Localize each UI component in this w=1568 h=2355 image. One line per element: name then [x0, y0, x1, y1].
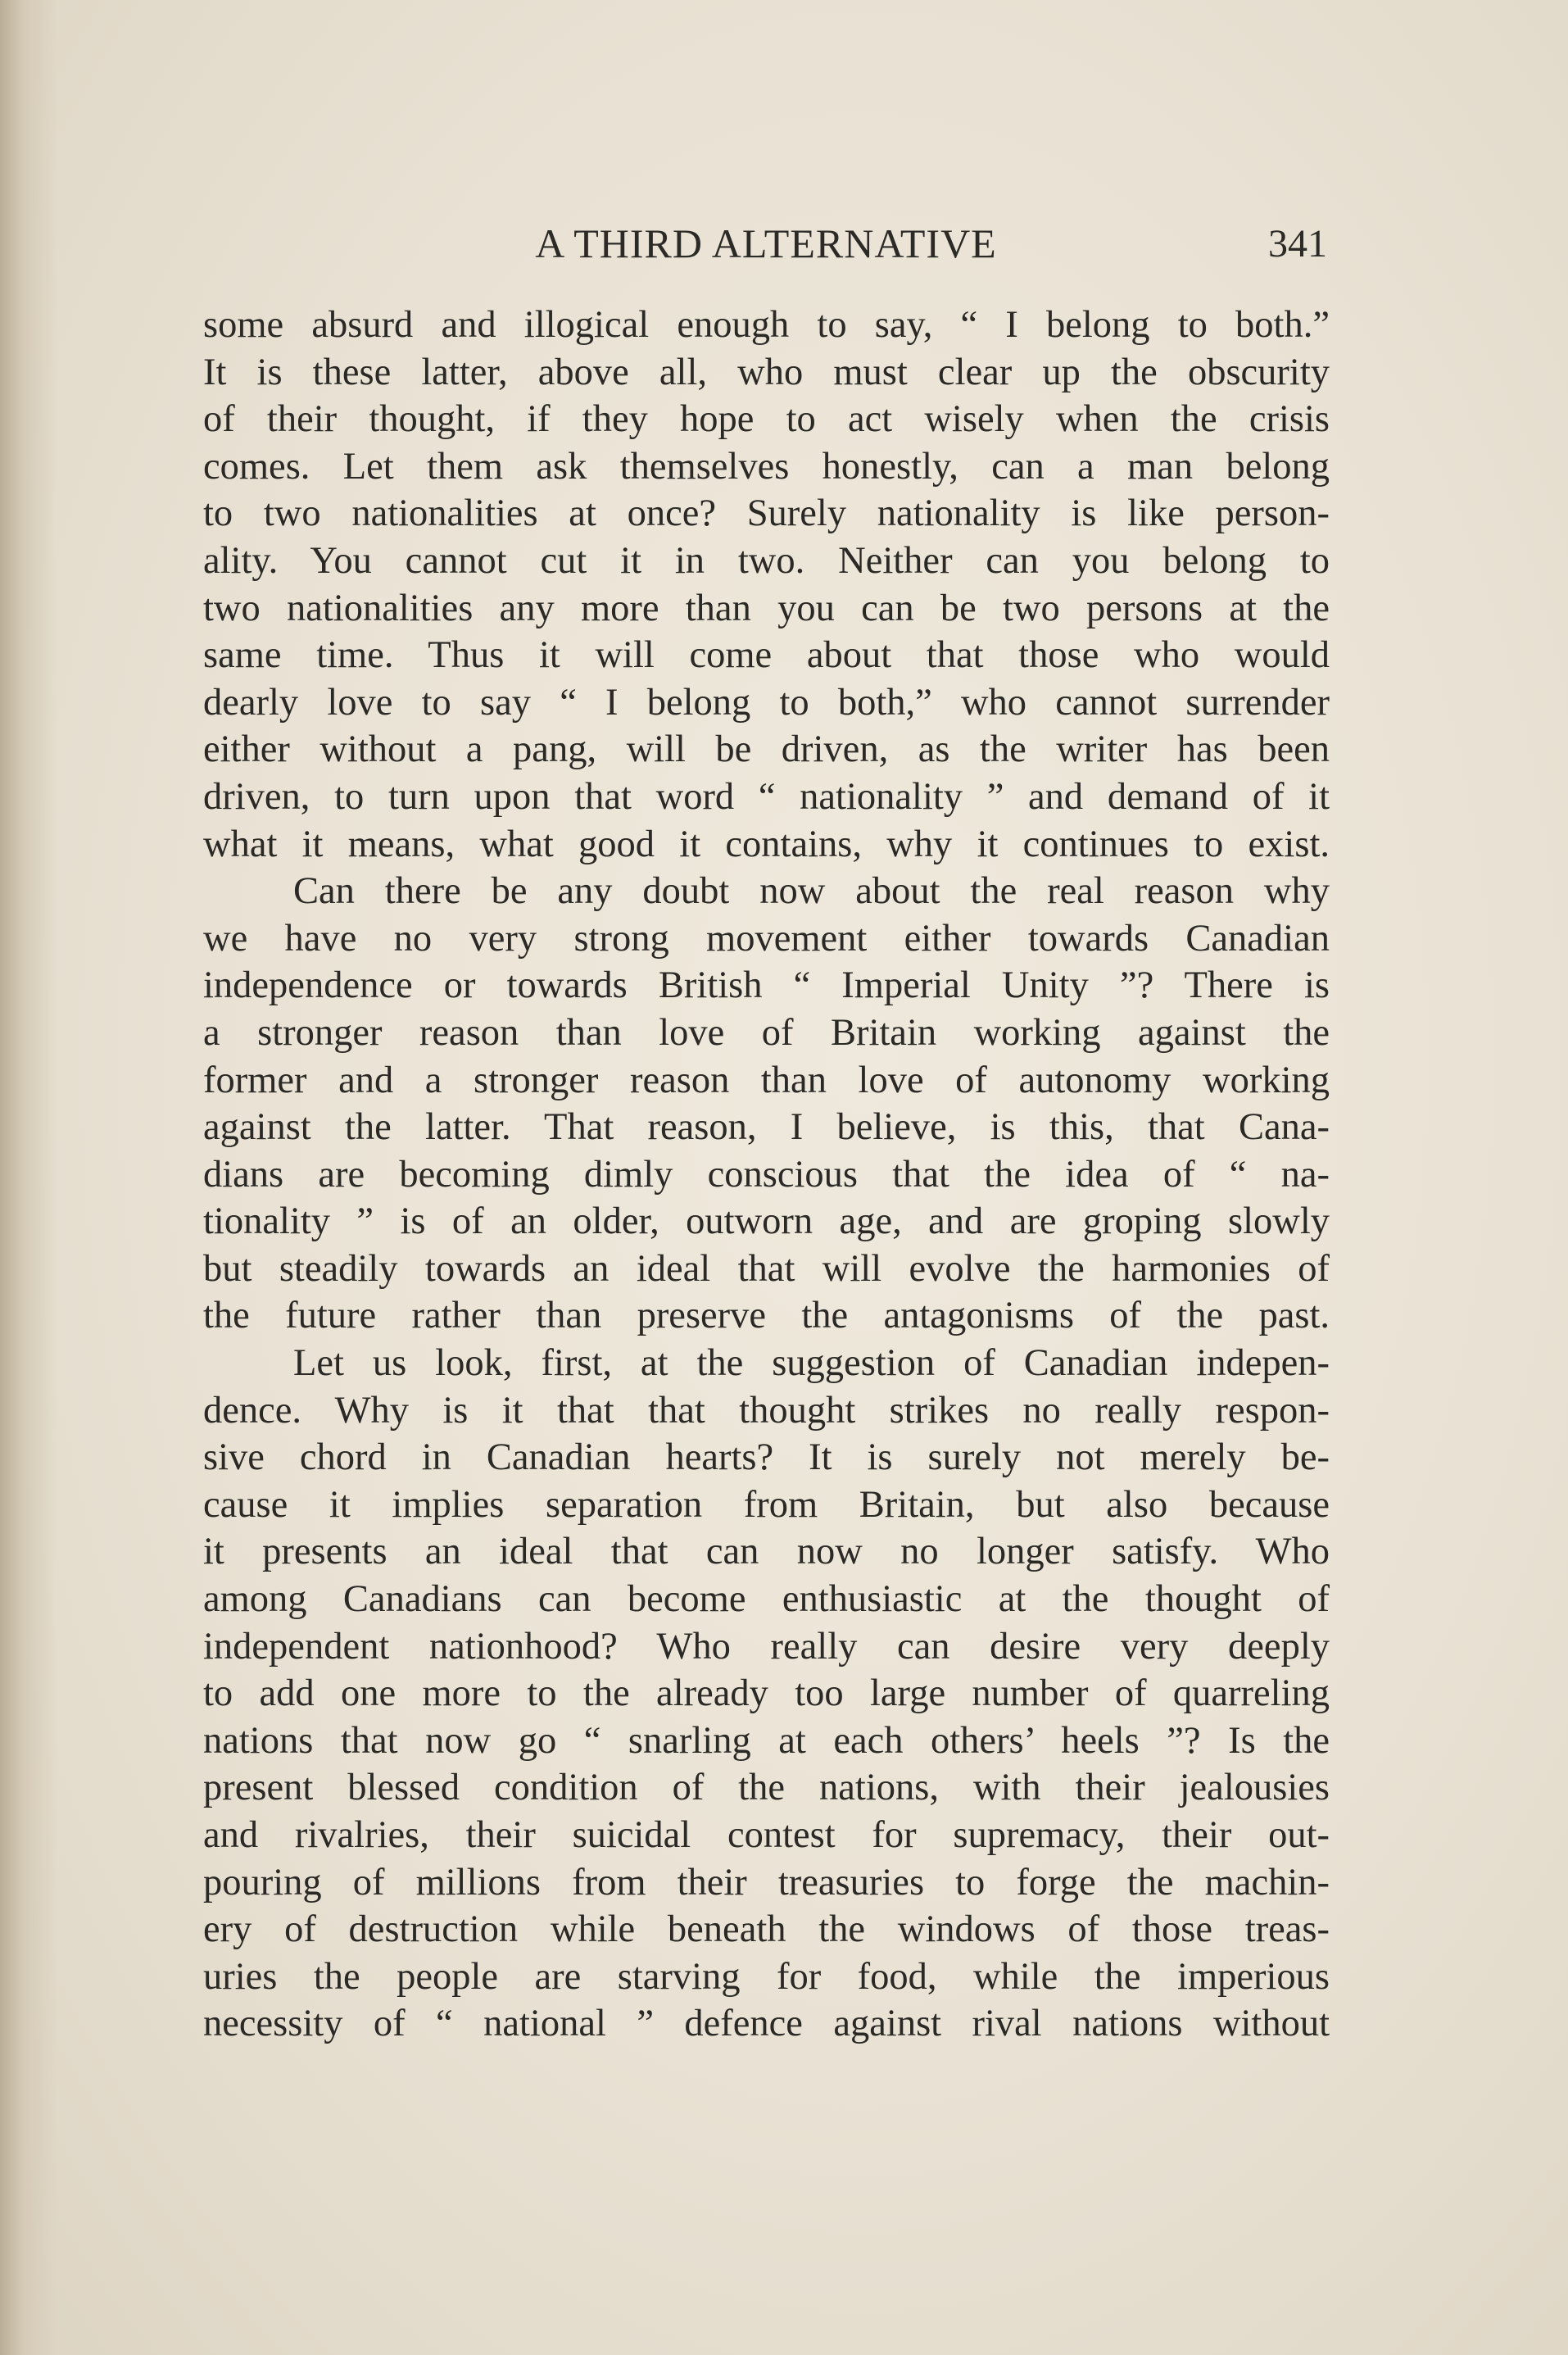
- text-line: sive chord in Canadian hearts? It is surely not merely be-: [203, 1436, 1330, 1479]
- text-line: it presents an ideal that can now no longer satisfy. Who: [203, 1531, 1330, 1573]
- text-line: and rivalries, their suicidal contest for supremacy, their out-: [203, 1814, 1330, 1856]
- text-line: uries the people are starving for food, while the imperious: [203, 1955, 1330, 1998]
- text-line: among Canadians can become enthusiastic at the thought of: [203, 1578, 1330, 1621]
- text-line: to add one more to the already too large number of quarreling: [203, 1672, 1330, 1715]
- text-line: cause it implies separation from Britain, but also because: [203, 1483, 1330, 1526]
- text-line: dians are becoming dimly conscious that the idea of “ na-: [203, 1153, 1330, 1196]
- text-line: we have no very strong movement either towards Canadian: [203, 917, 1330, 960]
- text-line: Can there be any doubt now about the real reason why: [293, 870, 1330, 913]
- paragraph-1: [203, 302, 1330, 868]
- text-line: against the latter. That reason, I believe, is this, that Cana-: [203, 1106, 1330, 1149]
- text-line: dearly love to say “ I belong to both,” who cannot surrender: [203, 681, 1330, 724]
- text-line: necessity of “ national ” defence against rival nations without: [203, 2003, 1330, 2045]
- text-line: It is these latter, above all, who must clear up the obscurity: [203, 351, 1330, 393]
- text-line: former and a stronger reason than love of autonomy working: [203, 1059, 1330, 1101]
- text-line: present blessed condition of the nations, with their jealousies: [203, 1767, 1330, 1809]
- text-line: two nationalities any more than you can be two persons at the: [203, 587, 1330, 629]
- text-line: the future rather than preserve the antagonisms of the past.: [203, 1295, 1330, 1337]
- page-header: [205, 220, 1327, 277]
- spine-shadow: [0, 0, 57, 2355]
- text-line: a stronger reason than love of Britain working against the: [203, 1011, 1330, 1054]
- running-title: A THIRD ALTERNATIVE: [535, 220, 997, 266]
- text-line: driven, to turn upon that word “ nationality ” and demand of it: [203, 775, 1330, 818]
- text-line: what it means, what good it contains, why it continues to exist.: [203, 823, 1330, 865]
- text-line: to two nationalities at once? Surely nationality is like person-: [203, 492, 1330, 535]
- text-line: some absurd and illogical enough to say, “ I belong to both.”: [203, 304, 1330, 346]
- text-line: independent nationhood? Who really can desire very deeply: [203, 1625, 1330, 1668]
- text-line: dence. Why is it that that thought strikes no really respon-: [203, 1389, 1330, 1432]
- text-line: pouring of millions from their treasuries to forge the machin-: [203, 1861, 1330, 1904]
- page-number: 341: [1268, 222, 1327, 265]
- text-line: ality. You cannot cut it in two. Neither can you belong to: [203, 539, 1330, 582]
- text-line: Let us look, first, at the suggestion of Canadian indepen-: [293, 1342, 1330, 1385]
- text-line: of their thought, if they hope to act wisely when the crisis: [203, 398, 1330, 441]
- paragraph-3: [203, 1340, 1330, 2048]
- text-line: but steadily towards an ideal that will evolve the harmonies of: [203, 1247, 1330, 1290]
- paragraph-2: [203, 868, 1330, 1340]
- body-text: [203, 302, 1330, 2048]
- text-line: independence or towards British “ Imperial Unity ”? There is: [203, 964, 1330, 1007]
- text-line: ery of destruction while beneath the windows of those treas-: [203, 1908, 1330, 1951]
- text-line: either without a pang, will be driven, as the writer has been: [203, 728, 1330, 771]
- text-line: same time. Thus it will come about that those who would: [203, 634, 1330, 677]
- text-line: tionality ” is of an older, outworn age, and are groping slowly: [203, 1200, 1330, 1243]
- text-line: nations that now go “ snarling at each others’ heels ”? Is the: [203, 1719, 1330, 1762]
- text-line: comes. Let them ask themselves honestly, can a man belong: [203, 445, 1330, 488]
